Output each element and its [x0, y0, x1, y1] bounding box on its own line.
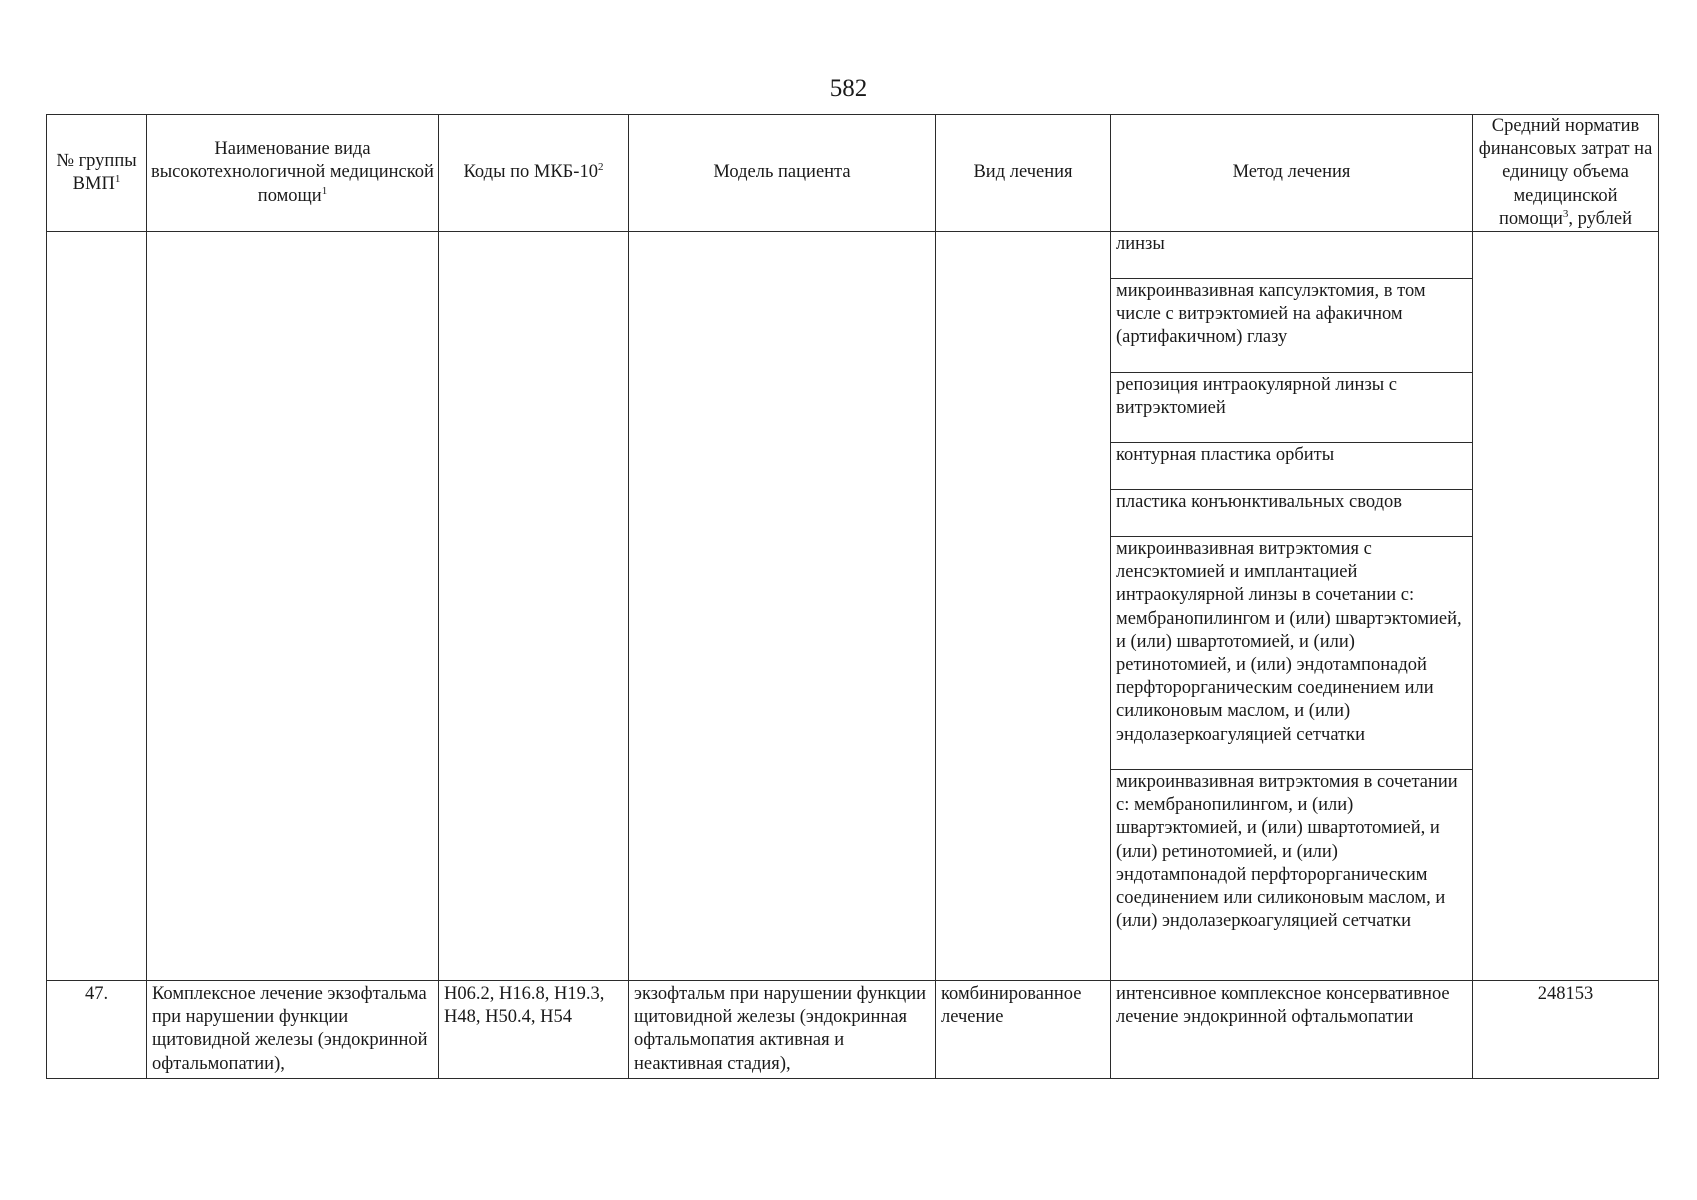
page-number: 582	[829, 75, 868, 102]
header-icd-codes	[439, 115, 629, 232]
row47-treatment-type: комбинированное лечение	[936, 981, 1111, 1079]
header-treatment-type	[936, 115, 1111, 232]
header-treatment-type-label: Вид лечения	[973, 162, 1073, 183]
table-body	[47, 232, 1659, 1079]
header-patient-model	[629, 115, 936, 232]
header-care-type	[147, 115, 439, 232]
row47-icd-codes: H06.2, H16.8, H19.3, H48, H50.4, H54	[439, 981, 629, 1079]
table-row	[47, 232, 1659, 279]
table-header	[47, 115, 1659, 232]
cont-group-no-cell	[47, 232, 147, 981]
header-icd-codes-footnote: 2	[597, 161, 604, 174]
header-cost-unit: , рублей	[1568, 208, 1632, 229]
header-icd-codes-label: Коды по МКБ-10	[463, 162, 598, 183]
header-method-label: Метод лечения	[1232, 162, 1351, 183]
cont-care-type-cell	[147, 232, 439, 981]
row47-care-type: Комплексное лечение экзофтальма при нарушении функции щитовидной железы (эндокринной офтальмопатии),	[147, 981, 439, 1079]
vmp-table	[46, 114, 1659, 1079]
header-group-no-label: № группы ВМП	[56, 150, 137, 194]
method-cell: репозиция интраокулярной линзы с витрэктомией	[1111, 373, 1473, 443]
method-cell: микроинвазивная капсулэктомия, в том числе с витрэктомией на афакичном (артифакичном) глазу	[1111, 279, 1473, 373]
method-cell: пластика конъюнктивальных сводов	[1111, 490, 1473, 537]
header-care-type-label: Наименование вида высокотехнологичной медицинской помощи	[151, 139, 434, 206]
table-row	[47, 981, 1659, 1079]
method-cell: микроинвазивная витрэктомия в сочетании с: мембранопилингом, и (или) швартэктомией, и (или) швартотомией, и (или) ретинотомией, и (или) эндотампонадой перфторорганическим соединением или силиконовым маслом, и (или) эндолазеркоагуляцией сетчатки	[1111, 770, 1473, 981]
header-group-no-footnote: 1	[114, 173, 121, 185]
header-care-type-footnote: 1	[321, 184, 328, 197]
row47-cost: 248153	[1473, 981, 1659, 1079]
method-cell: линзы	[1111, 232, 1473, 279]
header-row	[47, 115, 1659, 232]
cont-patient-model-cell	[629, 232, 936, 981]
header-method	[1111, 115, 1473, 232]
row47-patient-model: экзофтальм при нарушении функции щитовидной железы (эндокринная офтальмопатия активная и неактивная стадия),	[629, 981, 936, 1079]
cont-cost-cell	[1473, 232, 1659, 981]
row47-method: интенсивное комплексное консервативное лечение эндокринной офтальмопатии	[1111, 981, 1473, 1079]
header-cost-footnote: 3	[1562, 207, 1569, 220]
header-cost	[1473, 115, 1659, 232]
header-patient-model-label: Модель пациента	[713, 162, 851, 183]
cont-treatment-type-cell	[936, 232, 1111, 981]
row47-group-no: 47.	[47, 981, 147, 1079]
header-group-no	[47, 115, 147, 232]
method-cell: микроинвазивная витрэктомия с ленсэктомией и имплантацией интраокулярной линзы в сочетании с: мембранопилингом и (или) швартэктомией, и (или) швартотомией, и (или) ретинотомией, и (или) эндотампонадой перфторорганическим соединением или силиконовым маслом, и (или) эндолазеркоагуляцией сетчатки	[1111, 537, 1473, 770]
method-cell: контурная пластика орбиты	[1111, 443, 1473, 490]
header-cost-label: Средний норматив финансовых затрат на единицу объема медицинской помощи	[1478, 116, 1653, 229]
cont-icd-codes-cell	[439, 232, 629, 981]
